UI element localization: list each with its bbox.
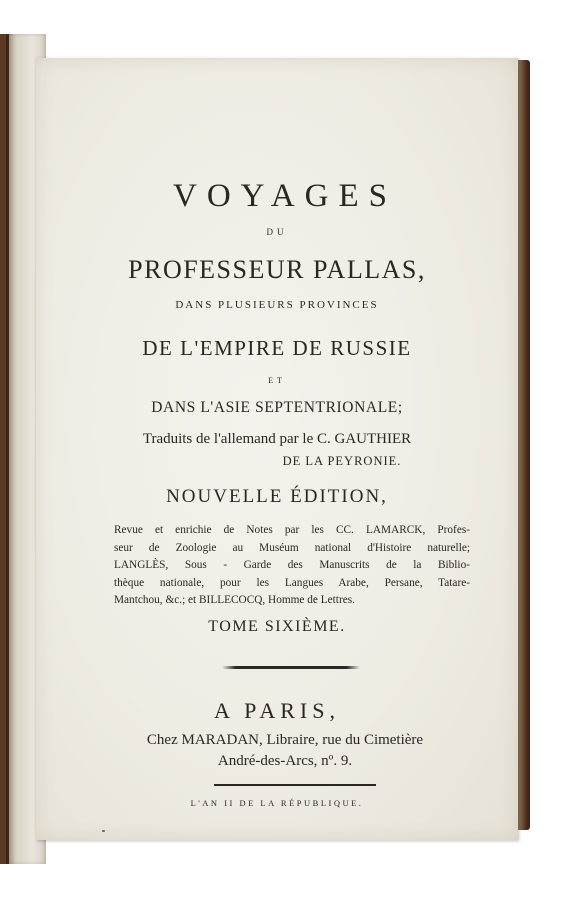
notes-line: Revue et enrichie de Notes par les CC. LAMARCK, Profes- <box>114 524 470 536</box>
empire-line: DE L'EMPIRE DE RUSSIE <box>142 336 412 360</box>
notes-line: thèque nationale, pour les Langues Arabe, Persane, Tatare- <box>114 576 470 589</box>
paper-speck <box>102 830 105 832</box>
translator-line-1: Traduits de l'allemand par le C. GAUTHIER <box>142 431 412 447</box>
et-line: ET <box>268 376 286 385</box>
book-title: VOYAGES <box>172 178 397 214</box>
translator-line-2: DE LA PEYRONIE. <box>282 454 402 468</box>
volume-line: TOME SIXIÈME. <box>208 618 346 635</box>
provinces-line: DANS PLUSIEURS PROVINCES <box>175 299 379 311</box>
title-du: DU <box>266 227 288 237</box>
editors-notes <box>114 522 470 610</box>
ornamental-rule <box>222 666 360 669</box>
asie-line: DANS L'ASIE SEPTENTRIONALE; <box>151 399 403 416</box>
title-page <box>36 58 518 840</box>
divider-rule <box>214 784 376 786</box>
notes-line: Mantchou, &c.; et BILLECOCQ, Homme de Lettres. <box>114 594 355 606</box>
publisher-line-2: André-des-Arcs, nº. 9. <box>217 753 353 769</box>
notes-line: seur de Zoologie au Muséum national d'Histoire naturelle; <box>114 541 470 554</box>
publisher-line-1: Chez MARADAN, Libraire, rue du Cimetière <box>146 732 424 748</box>
notes-line: LANGLÈS, Sous - Garde des Manuscrits de la Biblio- <box>114 559 470 571</box>
edition-line: NOUVELLE ÉDITION, <box>166 486 388 507</box>
place-line: A PARIS, <box>213 698 340 723</box>
author-line: PROFESSEUR PALLAS, <box>128 255 426 284</box>
date-line: L'AN II DE LA RÉPUBLIQUE. <box>190 798 364 808</box>
